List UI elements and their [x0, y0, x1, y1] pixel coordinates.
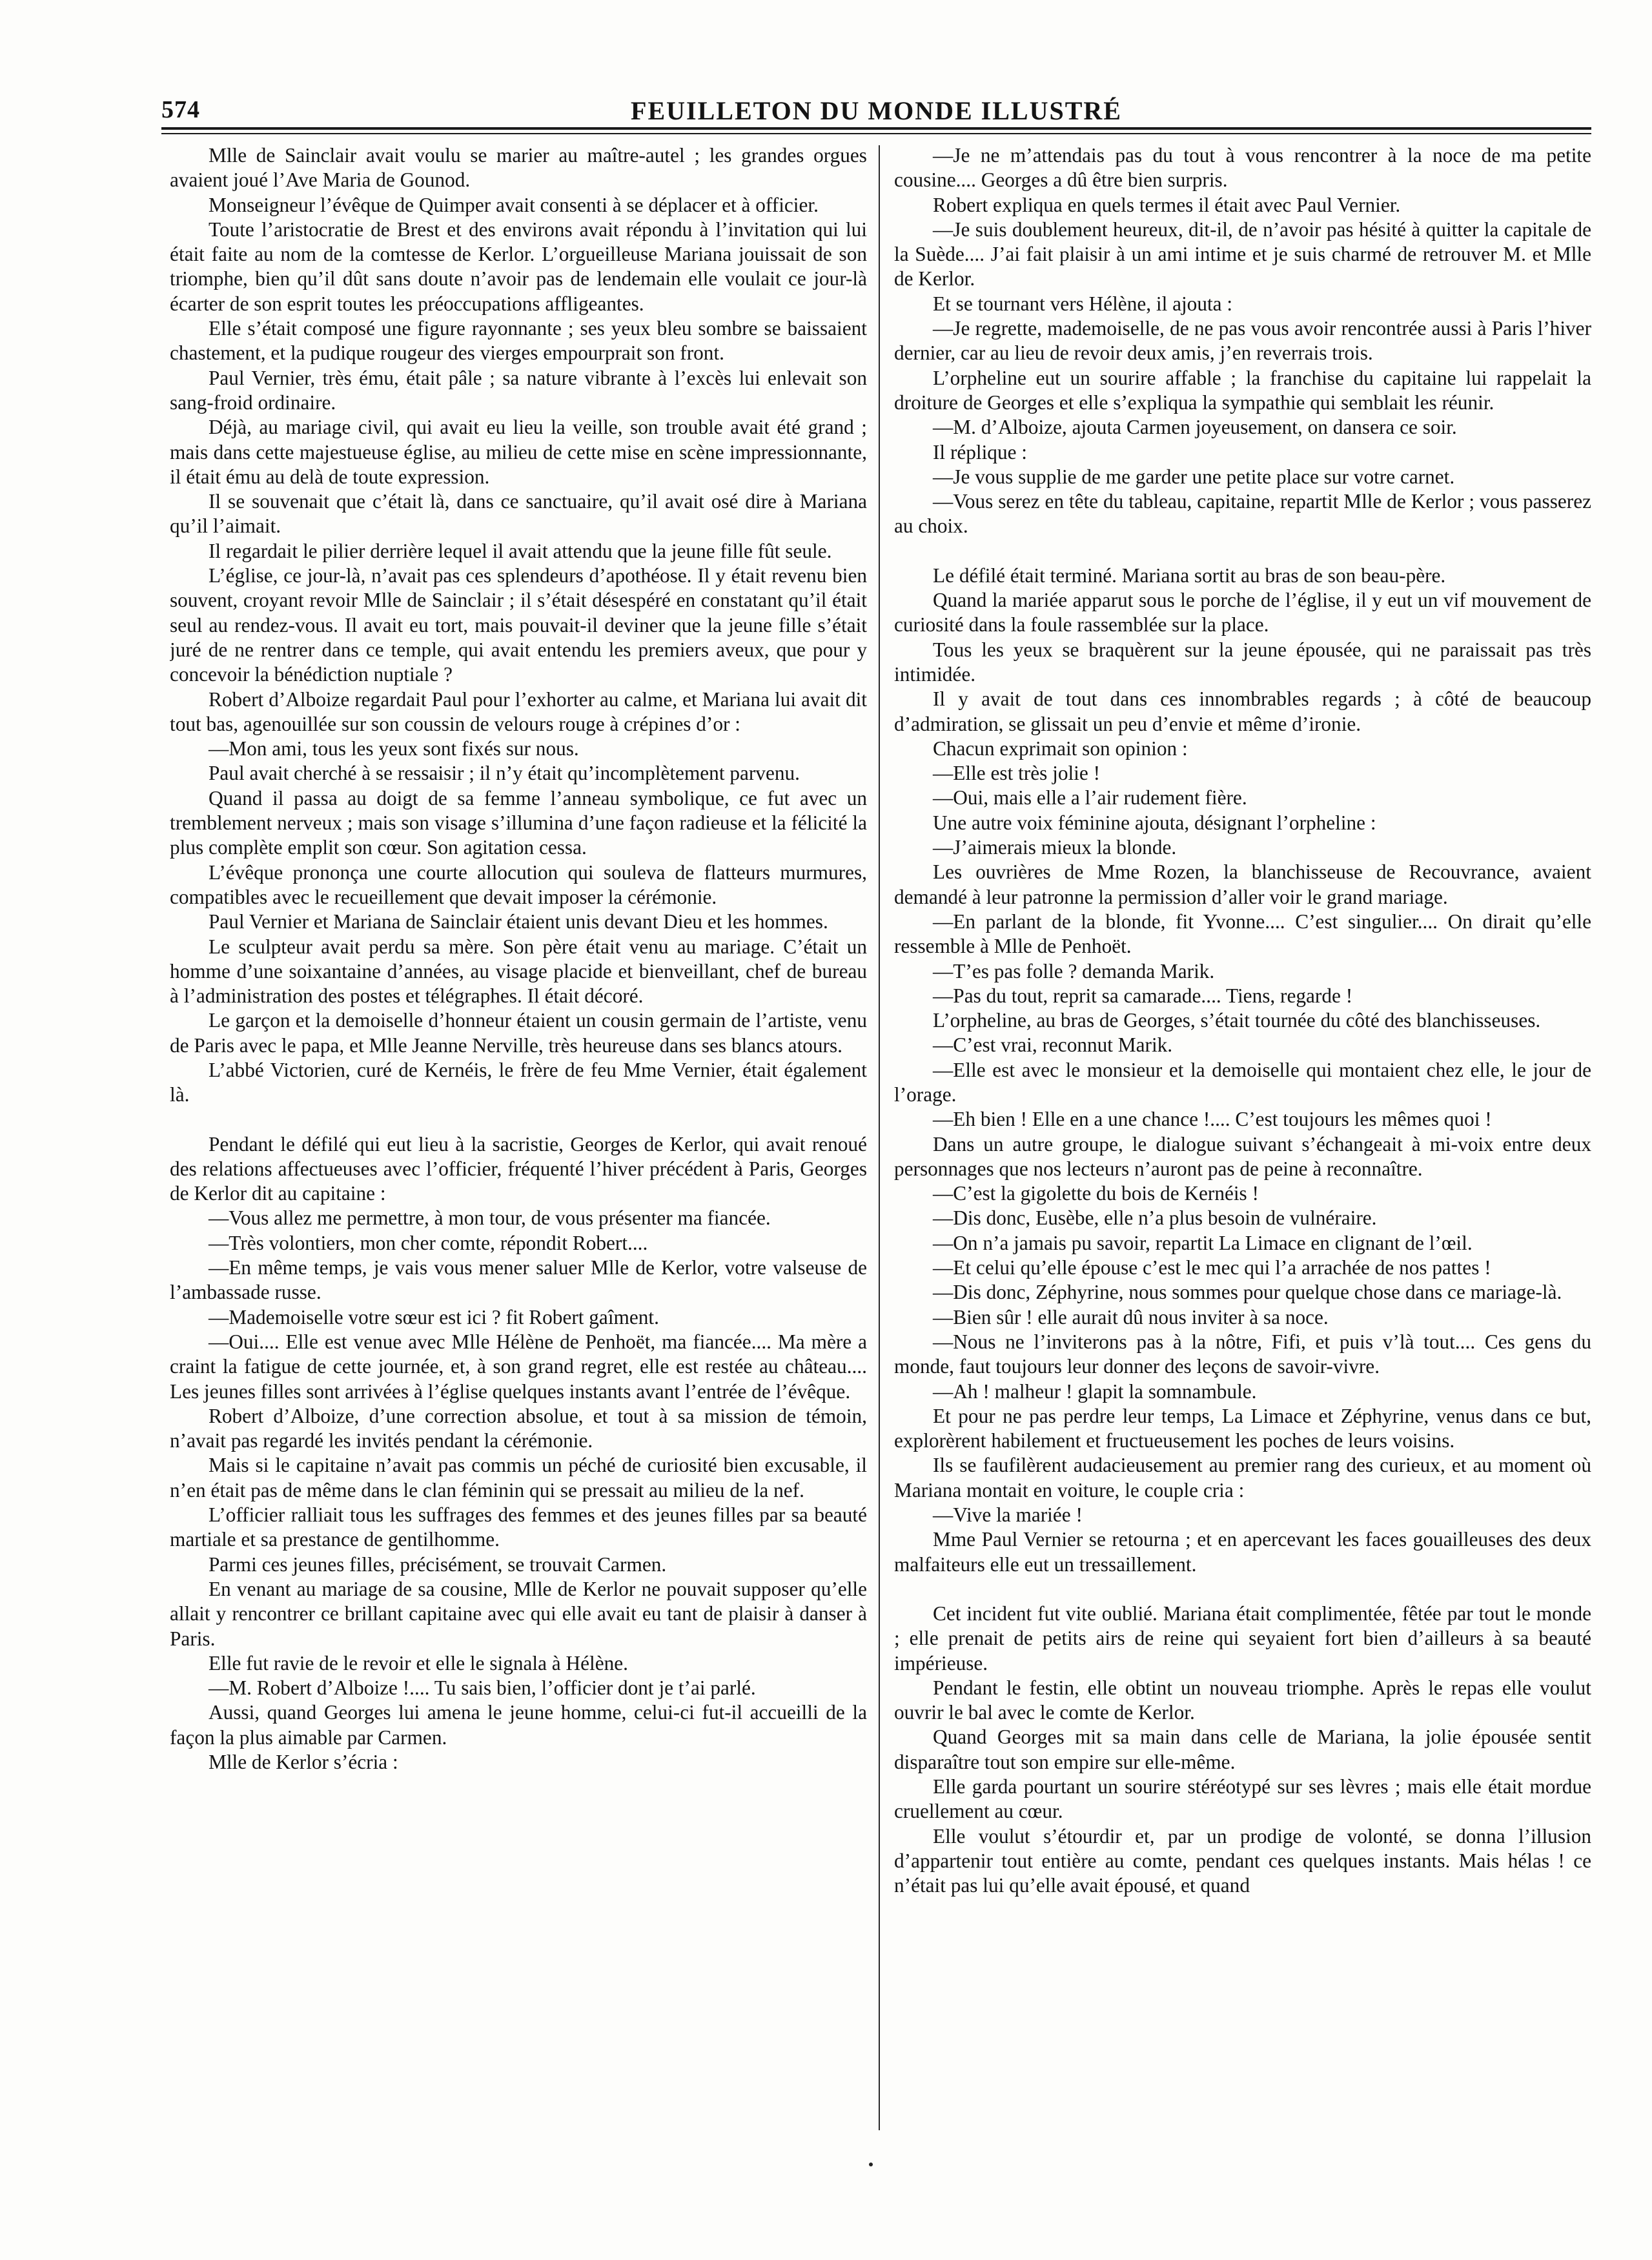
paragraph: —Pas du tout, reprit sa camarade.... Tiens, regarde ! [933, 984, 1353, 1007]
paragraph: Mlle de Sainclair avait voulu se marier au maître-autel ; les grandes orgues avaient joué l’Ave Maria de Gounod. [170, 144, 867, 192]
paragraph: Parmi ces jeunes filles, précisément, se trouvait Carmen. [209, 1552, 667, 1576]
paragraph: Quand il passa au doigt de sa femme l’anneau symbolique, ce fut avec un tremblement nerveux ; mais son visage s’illumina d’une façon radieuse et la félicité la plus complète emplit son cœur. Son agitation cessa. [170, 786, 867, 859]
paragraph: Il y avait de tout dans ces innombrables regards ; à côté de beaucoup d’admiration, se glissait un peu d’envie et même d’ironie. [894, 687, 1591, 735]
paragraph: Le sculpteur avait perdu sa mère. Son père était venu au mariage. C’était un homme d’une soixantaine d’années, au visage placide et bienveillant, chef de bureau à l’administration des postes et télégraphes. Il était décoré. [170, 935, 867, 1008]
paragraph: —M. Robert d’Alboize !.... Tu sais bien, l’officier dont je t’ai parlé. [209, 1676, 756, 1700]
page-number: 574 [161, 96, 200, 123]
paragraph: Pendant le festin, elle obtint un nouveau triomphe. Après le repas elle voulut ouvrir le bal avec le comte de Kerlor. [894, 1676, 1591, 1724]
paragraph: Mlle de Kerlor s’écria : [209, 1751, 398, 1773]
paragraph: —On n’a jamais pu savoir, repartit La Limace en clignant de l’œil. [933, 1231, 1473, 1254]
paragraph: L’orpheline, au bras de Georges, s’était tournée du côté des blanchisseuses. [933, 1009, 1541, 1032]
paragraph: Robert d’Alboize regardait Paul pour l’exhorter au calme, et Mariana lui avait dit tout bas, agenouillée sur son coussin de velours rouge à crépines d’or : [170, 687, 867, 735]
paragraph: Elle s’était composé une figure rayonnante ; ses yeux bleu sombre se baissaient chastement, et la pudique rougeur des vierges empourprait son front. [170, 317, 867, 365]
paragraph: Il regardait le pilier derrière lequel il avait attendu que la jeune fille fût seule. [209, 539, 832, 562]
paragraph: Une autre voix féminine ajouta, désignant l’orpheline : [933, 811, 1376, 834]
paragraph: L’orpheline eut un sourire affable ; la franchise du capitaine lui rappelait la droiture de Georges et elle s’expliqua la sympathie qui semblait les réunir. [894, 366, 1591, 414]
paragraph: Toute l’aristocratie de Brest et des environs avait répondu à l’invitation qui lui était faite au nom de la comtesse de Kerlor. L’orgueilleuse Mariana jouissait de son triomphe, bien qu’il dût sans doute n’avoir pas de lendemain elle voulait ce jour-là écarter de son esprit toutes les préoccupations affligeantes. [170, 218, 867, 315]
paragraph: Mais si le capitaine n’avait pas commis un péché de curiosité bien excusable, il n’en était pas de même dans le clan féminin qui se pressait au milieu de la nef. [170, 1454, 867, 1502]
paragraph: L’officier ralliait tous les suffrages des femmes et des jeunes filles par sa beauté martiale et sa prestance de gentilhomme. [170, 1503, 867, 1551]
paragraph: Robert d’Alboize, d’une correction absolue, et tout à sa mission de témoin, n’avait pas regardé les invités pendant la cérémonie. [170, 1404, 867, 1452]
paragraph: —Bien sûr ! elle aurait dû nous inviter à sa noce. [933, 1305, 1329, 1329]
paragraph: —Vous serez en tête du tableau, capitaine, repartit Mlle de Kerlor ; vous passerez au choix. [894, 490, 1591, 538]
paragraph: Monseigneur l’évêque de Quimper avait consenti à se déplacer et à officier. [209, 193, 819, 216]
paragraph: Quand Georges mit sa main dans celle de Mariana, la jolie épousée sentit disparaître tout son empire sur elle-même. [894, 1726, 1591, 1773]
paragraph: L’église, ce jour-là, n’avait pas ces splendeurs d’apothéose. Il y était revenu bien souvent, croyant revoir Mlle de Sainclair ; il s’était désespéré en constatant qu’il était seul au rendez-vous. Il avait eu tort, mais pouvait-il deviner que la jeune fille s’était juré de ne rentrer dans ce temple, qui avait entendu les premiers aveux, que pour y concevoir la bénédiction nuptiale ? [170, 564, 867, 686]
paragraph: —C’est vrai, reconnut Marik. [933, 1033, 1173, 1057]
paragraph: Ils se faufilèrent audacieusement au premier rang des curieux, et au moment où Mariana montait en voiture, le couple cria : [894, 1454, 1591, 1502]
paragraph: L’évêque prononça une courte allocution qui souleva de flatteurs murmures, compatibles avec le recueillement que devait imposer la cérémonie. [170, 860, 867, 908]
paragraph: Pendant le défilé qui eut lieu à la sacristie, Georges de Kerlor, qui avait renoué des relations affectueuses avec l’officier, fréquenté l’hiver précédent à Paris, Georges de Kerlor dit au capitaine : [170, 1132, 867, 1205]
paragraph: —En parlant de la blonde, fit Yvonne.... C’est singulier.... On dirait qu’elle ressemble à Mlle de Penhoët. [894, 910, 1591, 958]
header-rule-thin [161, 133, 1591, 134]
paragraph: —Oui, mais elle a l’air rudement fière. [933, 786, 1247, 809]
paragraph: —Je ne m’attendais pas du tout à vous rencontrer à la noce de ma petite cousine.... Georges a dû être bien surpris. [894, 144, 1591, 192]
paragraph: Aussi, quand Georges lui amena le jeune homme, celui-ci fut-il accueilli de la façon la plus aimable par Carmen. [170, 1701, 867, 1749]
paragraph: Il réplique : [933, 440, 1028, 463]
paragraph: —Eh bien ! Elle en a une chance !.... C’est toujours les mêmes quoi ! [933, 1108, 1492, 1131]
paragraph: En venant au mariage de sa cousine, Mlle de Kerlor ne pouvait supposer qu’elle allait y rencontrer ce brillant capitaine avec qui elle avait eu tant de plaisir à danser à Paris. [170, 1577, 867, 1650]
paragraph: L’abbé Victorien, curé de Kernéis, le frère de feu Mme Vernier, était également là. [170, 1058, 867, 1106]
paragraph: Elle voulut s’étourdir et, par un prodige de volonté, se donna l’illusion d’appartenir tout entière au comte, pendant ces quelques instants. Mais hélas ! ce n’était pas lui qu’elle avait épousé, et quand [894, 1824, 1591, 1897]
footer-dot [869, 2163, 873, 2166]
paragraph: —Elle est avec le monsieur et la demoiselle qui montaient chez elle, le jour de l’orage. [894, 1058, 1591, 1106]
paragraph: —Nous ne l’inviterons pas à la nôtre, Fifi, et puis v’là tout.... Ces gens du monde, faut toujours leur donner des leçons de savoir-vivre. [894, 1330, 1591, 1378]
paragraph: Et se tournant vers Hélène, il ajouta : [933, 292, 1233, 315]
paragraph: —Dis donc, Zéphyrine, nous sommes pour quelque chose dans ce mariage-là. [933, 1281, 1562, 1304]
paragraph: —Oui.... Elle est venue avec Mlle Hélène de Penhoët, ma fiancée.... Ma mère a craint la fatigue de cette journée, et, à son grand regret, elle est restée au château.... Les jeunes filles sont arrivées à l’église quelques instants avant l’entrée de l’évêque. [170, 1330, 867, 1403]
left-column [170, 143, 867, 2157]
paragraph: Chacun exprimait son opinion : [933, 737, 1188, 760]
paragraph: —Je vous supplie de me garder une petite place sur votre carnet. [933, 465, 1455, 488]
paragraph: —Et celui qu’elle épouse c’est le mec qui l’a arrachée de nos pattes ! [933, 1256, 1491, 1279]
paragraph: —Je regrette, mademoiselle, de ne pas vous avoir rencontrée aussi à Paris l’hiver dernier, car au lieu de revoir deux amis, j’en reverrais trois. [894, 317, 1591, 365]
paragraph: —C’est la gigolette du bois de Kernéis ! [933, 1182, 1259, 1205]
paragraph: —En même temps, je vais vous mener saluer Mlle de Kerlor, votre valseuse de l’ambassade russe. [170, 1256, 867, 1304]
paragraph: Déjà, au mariage civil, qui avait eu lieu la veille, son trouble avait été grand ; mais dans cette majestueuse église, au milieu de cette mise en scène impressionnante, il était ému au delà de toute expression. [170, 416, 867, 488]
paragraph: —Vive la mariée ! [933, 1503, 1083, 1527]
right-column [894, 143, 1591, 2157]
paragraph: Robert expliqua en quels termes il était avec Paul Vernier. [933, 193, 1401, 216]
paragraph: Elle fut ravie de le revoir et elle le signala à Hélène. [209, 1651, 628, 1675]
paragraph: Les ouvrières de Mme Rozen, la blanchisseuse de Recouvrance, avaient demandé à leur patronne la permission d’aller voir le grand mariage. [894, 860, 1591, 908]
paragraph: Paul avait cherché à se ressaisir ; il n’y était qu’incomplètement parvenu. [209, 762, 800, 785]
paragraph: Le garçon et la demoiselle d’honneur étaient un cousin germain de l’artiste, venu de Paris avec le papa, et Mlle Jeanne Nerville, très heureuse dans ses blancs atours. [170, 1009, 867, 1057]
paragraph: —Ah ! malheur ! glapit la somnambule. [933, 1379, 1257, 1403]
column-divider [879, 145, 880, 2130]
paragraph: —Mademoiselle votre sœur est ici ? fit Robert gaîment. [209, 1305, 659, 1329]
paragraph: Il se souvenait que c’était là, dans ce sanctuaire, qu’il avait osé dire à Mariana qu’il l’aimait. [170, 490, 867, 538]
paragraph: —Mon ami, tous les yeux sont fixés sur nous. [209, 737, 579, 760]
header-rule-thick [161, 127, 1591, 130]
paragraph: —Dis donc, Eusèbe, elle n’a plus besoin de vulnéraire. [933, 1206, 1377, 1230]
paragraph: —J’aimerais mieux la blonde. [933, 836, 1177, 859]
paragraph: Paul Vernier et Mariana de Sainclair étaient unis devant Dieu et les hommes. [209, 910, 828, 933]
paragraph: Cet incident fut vite oublié. Mariana était complimentée, fêtée par tout le monde ; elle prenait de petits airs de reine qui seyaient fort bien d’ailleurs à sa beauté impérieuse. [894, 1602, 1591, 1675]
paragraph: —Elle est très jolie ! [933, 762, 1100, 785]
paragraph: Le défilé était terminé. Mariana sortit au bras de son beau-père. [933, 564, 1446, 587]
paragraph: Et pour ne pas perdre leur temps, La Limace et Zéphyrine, venus dans ce but, explorèrent habilement et fructueusement les poches de leurs voisins. [894, 1404, 1591, 1452]
paragraph: —Vous allez me permettre, à mon tour, de vous présenter ma fiancée. [209, 1206, 771, 1230]
paragraph: Elle garda pourtant un sourire stéréotypé sur ses lèvres ; mais elle était mordue cruellement au cœur. [894, 1775, 1591, 1823]
paragraph: Tous les yeux se braquèrent sur la jeune épousée, qui ne paraissait pas très intimidée. [894, 638, 1591, 686]
paragraph: —T’es pas folle ? demanda Marik. [933, 959, 1215, 982]
paragraph: —Très volontiers, mon cher comte, répondit Robert.... [209, 1231, 648, 1254]
journal-title: FEUILLETON DU MONDE ILLUSTRÉ [631, 96, 1122, 125]
paragraph: —Je suis doublement heureux, dit-il, de n’avoir pas hésité à quitter la capitale de la Suède.... J’ai fait plaisir à un ami intime et je suis charmé de retrouver M. et Mlle de Kerlor. [894, 218, 1591, 290]
paragraph: Dans un autre groupe, le dialogue suivant s’échangeait à mi-voix entre deux personnages que nos lecteurs n’auront pas de peine à reconnaître. [894, 1132, 1591, 1180]
paragraph: Quand la mariée apparut sous le porche de l’église, il y eut un vif mouvement de curiosité dans la foule rassemblée sur la place. [894, 589, 1591, 636]
paragraph: Paul Vernier, très ému, était pâle ; sa nature vibrante à l’excès lui enlevait son sang-froid ordinaire. [170, 366, 867, 414]
page-header [161, 96, 1591, 128]
paragraph: Mme Paul Vernier se retourna ; et en apercevant les faces gouailleuses des deux malfaiteurs elle eut un tressaillement. [894, 1528, 1591, 1576]
paragraph: —M. d’Alboize, ajouta Carmen joyeusement, on dansera ce soir. [933, 416, 1457, 439]
